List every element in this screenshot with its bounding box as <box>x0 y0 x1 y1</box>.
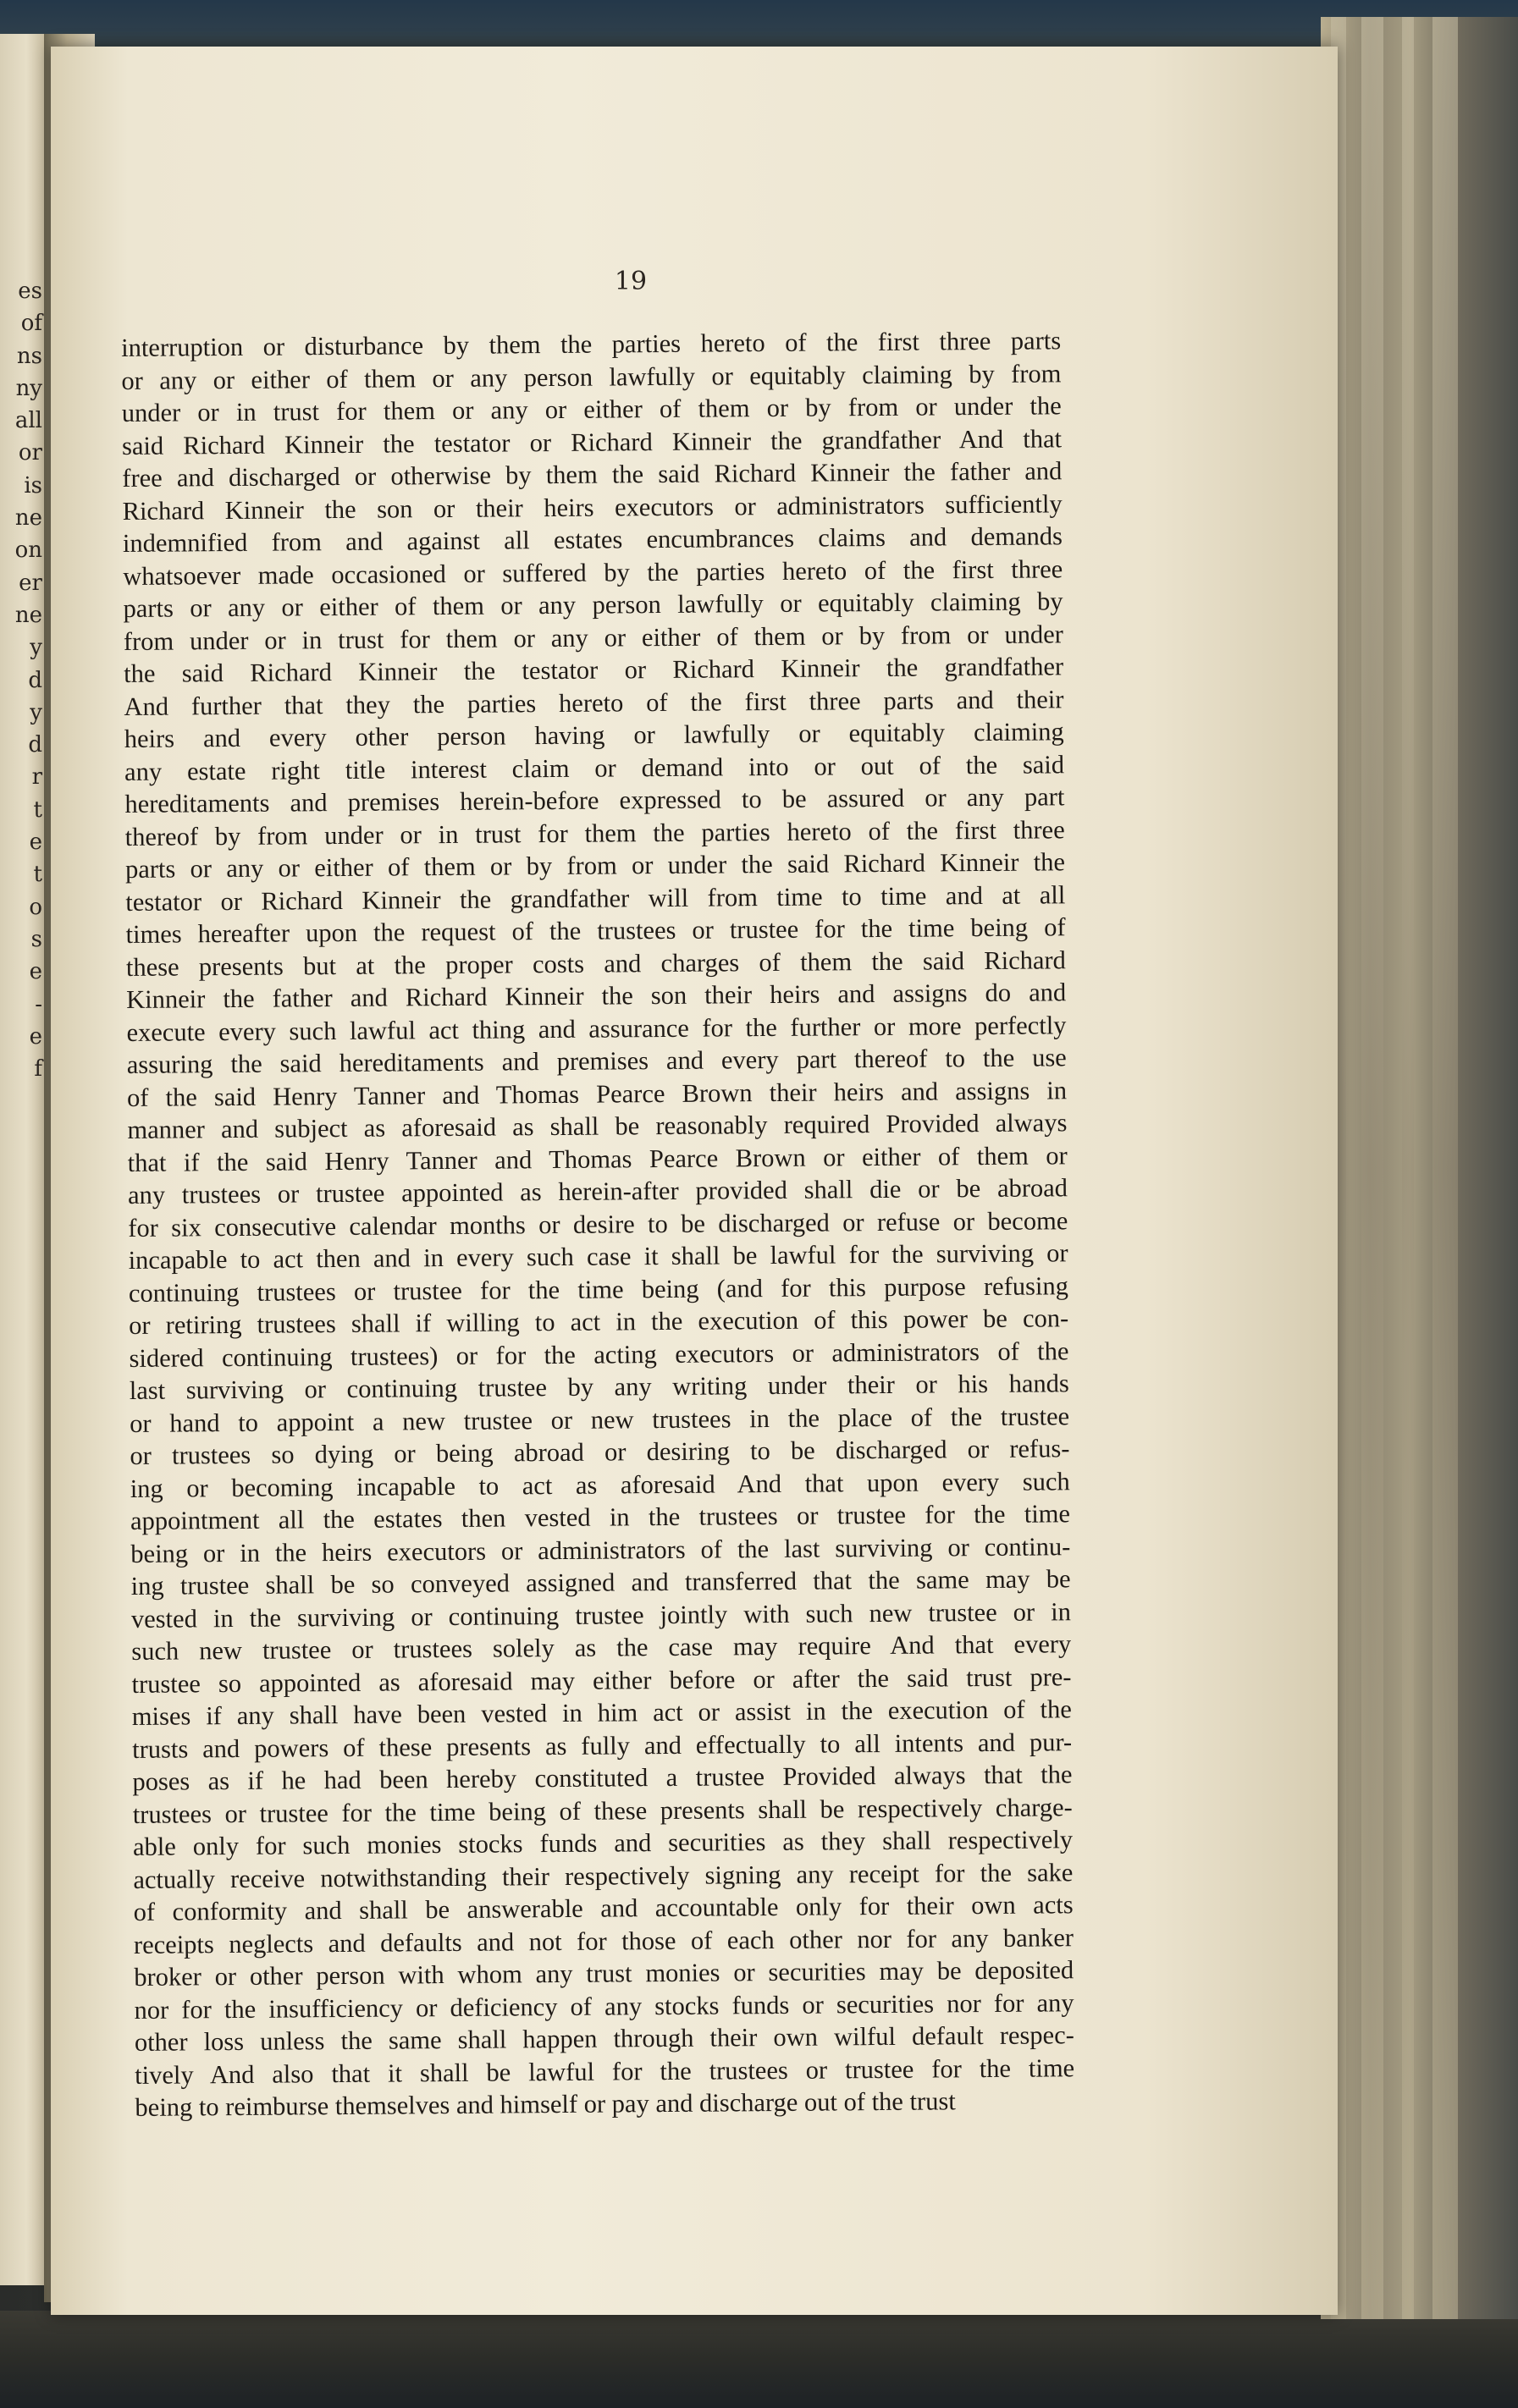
text-line: heirs and every other person having or lawfully or equitably claiming <box>124 717 1064 753</box>
facing-page-fragment: or <box>18 440 42 466</box>
text-line: said Richard Kinneir the testator or Richard Kinneir the grandfather And that <box>121 423 1063 460</box>
facing-page-fragment: ne <box>14 602 42 628</box>
facing-page-fragment: is <box>24 472 42 499</box>
text-line: assuring the said hereditaments and premises and every part thereof to the use <box>126 1043 1067 1079</box>
facing-page-fragment: r <box>31 764 42 791</box>
text-line: last surviving or continuing trustee by any writing under their or his hands <box>129 1369 1069 1405</box>
text-line: trustees or trustee for the time being of these presents shall be respectively charge- <box>132 1792 1073 1829</box>
facing-page-fragment: er <box>19 570 42 596</box>
text-line: incapable to act then and in every such case it shall be lawful for the surviving or <box>128 1238 1068 1275</box>
text-line: any estate right title interest claim or demand into or out of the said <box>124 749 1065 786</box>
facing-page-fragment: t <box>33 796 42 823</box>
text-line: testator or Richard Kinneir the grandfather will from time to time and at all <box>125 879 1066 917</box>
facing-page-fragment: s <box>30 926 42 952</box>
text-line: whatsoever made occasioned or suffered by the parties hereto of the first three <box>123 554 1063 591</box>
facing-page-fragment: o <box>29 894 42 920</box>
facing-page-fragment: es <box>18 278 42 304</box>
text-line: ing trustee shall be so conveyed assigned and transferred that the same may be <box>130 1564 1071 1601</box>
facing-page-fragment: all <box>14 408 42 434</box>
facing-page-fragment: e <box>29 1023 42 1050</box>
text-line: or any or either of them or any person lawfully or equitably claiming by from <box>121 358 1062 395</box>
page-number: 19 <box>614 267 648 296</box>
facing-page-fragment: ny <box>15 375 42 401</box>
text-line: nor for the insufficiency or deficiency of any stocks funds or securities nor for any <box>134 1987 1074 2025</box>
facing-page-fragment: - <box>35 991 42 1017</box>
text-line: any trustees or trustee appointed as herein-after provided shall die or be abroad <box>127 1173 1068 1210</box>
facing-page-fragment: y <box>30 699 42 725</box>
text-line: actually receive notwithstanding their respectively signing any receipt for the sake <box>133 1857 1074 1894</box>
text-line: parts or any or either of them or by from or under the said Richard Kinneir the <box>124 847 1066 884</box>
text-line: such new trustee or trustees solely as the case may require And that every <box>131 1629 1072 1666</box>
text-line: able only for such monies stocks funds and securities as they shall respectively <box>132 1825 1074 1861</box>
text-line: continuing trustees or trustee for the time being (and for this purpose refusing <box>128 1270 1069 1308</box>
facing-page-fragment: d <box>28 732 42 758</box>
text-line: broker or other person with whom any trust monies or securities may be deposited <box>134 1955 1074 1992</box>
text-line: tively And also that it shall be lawful for the trustees or trustee for the time <box>135 2053 1075 2090</box>
text-line: or trustees so dying or being abroad or desiring to be discharged or refus- <box>130 1434 1070 1470</box>
text-line: sidered continuing trustees) or for the acting executors or administrators of the <box>129 1336 1069 1373</box>
facing-page-text-fragments <box>0 275 44 1085</box>
text-line: mises if any shall have been vested in him act or assist in the execution of the <box>131 1694 1072 1731</box>
text-line: or retiring trustees shall if willing to act in the execution of this power be con- <box>129 1303 1069 1340</box>
page-edge-strip <box>1361 17 1383 2319</box>
text-line: execute every such lawful act thing and assurance for the further or more perfectly <box>126 1010 1067 1047</box>
text-line: interruption or disturbance by them the parties hereto of the first three parts <box>121 326 1062 362</box>
text-line: these presents but at the proper costs and charges of them the said Richard <box>125 945 1066 982</box>
text-line: for six consecutive calendar months or desire to be discharged or refuse or become <box>128 1205 1068 1243</box>
text-line: thereof by from under or in trust for them the parties hereto of the first three <box>124 814 1065 851</box>
text-line: free and discharged or otherwise by them the said Richard Kinneir the father and <box>122 456 1063 493</box>
text-line: being or in the heirs executors or administrators of the last surviving or continu- <box>130 1531 1071 1568</box>
facing-page-fragment: d <box>28 667 42 693</box>
text-line: being to reimburse themselves and himself or pay and discharge out of the trust <box>135 2086 956 2122</box>
facing-page-fragment: on <box>14 537 42 564</box>
text-line: Kinneir the father and Richard Kinneir the son their heirs and assigns do and <box>126 978 1067 1014</box>
text-line: from under or in trust for them or any or either of them or by from or under <box>123 619 1063 656</box>
facing-page-fragment: of <box>20 311 42 337</box>
text-line: of conformity and shall be answerable and accountable only for their own acts <box>133 1890 1074 1926</box>
text-line: of the said Henry Tanner and Thomas Pearce Brown their heirs and assigns in <box>126 1075 1068 1112</box>
text-line: ing or becoming incapable to act as aforesaid And that upon every such <box>130 1466 1070 1503</box>
backing-board-bottom <box>0 2311 1518 2408</box>
text-line: And further that they the parties hereto of the first three parts and their <box>124 684 1064 721</box>
facing-page-fragment: f <box>34 1056 42 1083</box>
body-text <box>121 324 1075 2124</box>
facing-page-fragment: e <box>29 959 42 985</box>
document-page <box>51 47 1338 2315</box>
text-line: other loss unless the same shall happen through their own wilful default respec- <box>134 2020 1074 2057</box>
worn-page-edges <box>1321 17 1518 2319</box>
text-line: times hereafter upon the request of the trustees or trustee for the time being of <box>125 912 1066 949</box>
page-edge-strip <box>1402 17 1414 2319</box>
text-line: or hand to appoint a new trustee or new trustees in the place of the trustee <box>129 1401 1070 1438</box>
page-edge-strip <box>1432 17 1458 2319</box>
text-line: poses as if he had been hereby constituted a trustee Provided always that the <box>132 1760 1073 1796</box>
text-line: trusts and powers of these presents as fully and effectually to all intents and pur- <box>132 1727 1073 1764</box>
facing-page-fragment: t <box>33 862 42 888</box>
text-line: trustee so appointed as aforesaid may either before or after the said trust pre- <box>131 1661 1072 1699</box>
text-line: vested in the surviving or continuing trustee jointly with such new trustee or in <box>130 1596 1072 1634</box>
text-line: manner and subject as aforesaid as shall be reasonably required Provided always <box>127 1108 1068 1144</box>
facing-page-fragment: y <box>30 635 42 661</box>
text-line: receipts neglects and defaults and not for those of each other nor for any banker <box>133 1922 1074 1959</box>
backing-board-top <box>0 0 1518 51</box>
facing-page-fragment: ne <box>14 505 42 532</box>
facing-page-fragment: ns <box>16 343 42 369</box>
text-line: that if the said Henry Tanner and Thomas Pearce Brown or either of them or <box>127 1140 1068 1177</box>
text-line: parts or any or either of them or any person lawfully or equitably claiming by <box>123 587 1063 623</box>
text-line: hereditaments and premises herein-before expressed to be assured or any part <box>124 782 1065 818</box>
text-line: under or in trust for them or any or either of them or by from or under the <box>121 391 1062 427</box>
facing-page-edge <box>0 34 44 2285</box>
text-line: appointment all the estates then vested in the trustees or trustee for the time <box>130 1499 1071 1535</box>
text-line: Richard Kinneir the son or their heirs executors or administrators sufficiently <box>122 488 1063 526</box>
text-line: indemnified from and against all estates encumbrances claims and demands <box>122 521 1063 558</box>
text-line: the said Richard Kinneir the testator or Richard Kinneir the grandfather <box>124 652 1064 688</box>
facing-page-fragment: e <box>29 829 42 856</box>
